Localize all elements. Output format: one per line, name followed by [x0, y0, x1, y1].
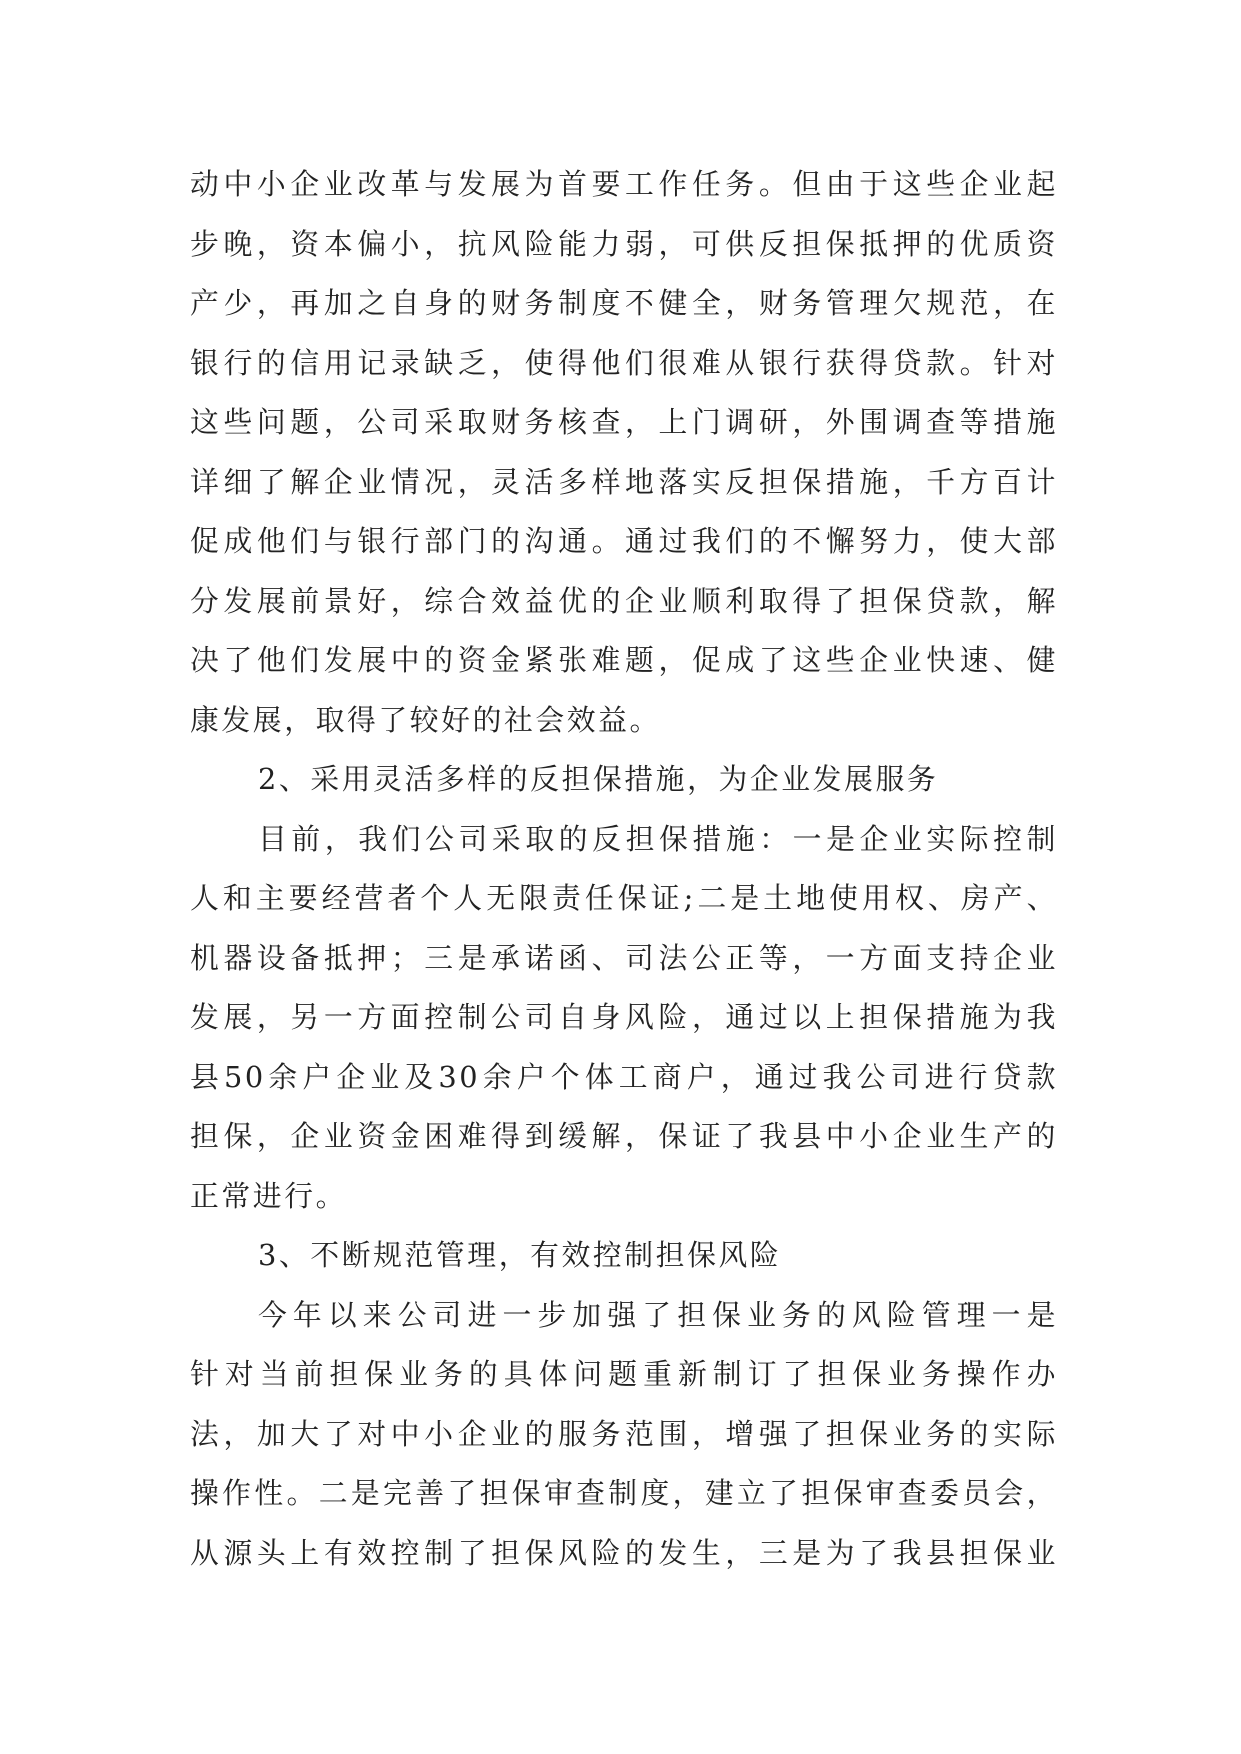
paragraph-line: 人和主要经营者个人无限责任保证;二是土地使用权、房产、 [190, 881, 1058, 915]
paragraph-line: 步晚，资本偏小，抗风险能力弱，可供反担保抵押的优质资 [190, 226, 1058, 261]
paragraph-line: 机器设备抵押；三是承诺函、司法公正等，一方面支持企业 [190, 940, 1058, 975]
paragraph-line: 目前，我们公司采取的反担保措施：一是企业实际控制 [258, 821, 1058, 856]
paragraph-line: 银行的信用记录缺乏，使得他们很难从银行获得贷款。针对 [190, 345, 1058, 380]
paragraph-line: 法，加大了对中小企业的服务范围，增强了担保业务的实际 [190, 1416, 1058, 1451]
paragraph-line: 决了他们发展中的资金紧张难题，促成了这些企业快速、健 [190, 643, 1058, 677]
paragraph-line: 担保，企业资金困难得到缓解，保证了我县中小企业生产的 [190, 1119, 1058, 1153]
paragraph-line: 产少，再加之自身的财务制度不健全，财务管理欠规范，在 [190, 286, 1058, 320]
section-heading: 3、不断规范管理，有效控制担保风险 [258, 1238, 782, 1272]
paragraph-line: 促成他们与银行部门的沟通。通过我们的不懈努力，使大部 [190, 524, 1058, 558]
section-heading: 2、采用灵活多样的反担保措施，为企业发展服务 [258, 762, 939, 796]
paragraph-line: 动中小企业改革与发展为首要工作任务。但由于这些企业起 [190, 167, 1058, 201]
paragraph-line: 县50余户企业及30余户个体工商户，通过我公司进行贷款 [190, 1059, 1058, 1094]
document-body [190, 155, 1058, 1583]
paragraph-line: 针对当前担保业务的具体问题重新制订了担保业务操作办 [190, 1357, 1058, 1391]
paragraph-line: 正常进行。 [190, 1178, 347, 1213]
paragraph-line: 这些问题，公司采取财务核查，上门调研，外围调查等措施 [190, 405, 1058, 439]
paragraph-line: 康发展，取得了较好的社会效益。 [190, 702, 661, 737]
paragraph-line: 详细了解企业情况，灵活多样地落实反担保措施，千方百计 [190, 464, 1058, 499]
paragraph-line: 操作性。二是完善了担保审查制度，建立了担保审查委员会， [190, 1476, 1058, 1510]
paragraph-line: 发展，另一方面控制公司自身风险，通过以上担保措施为我 [190, 1000, 1058, 1034]
paragraph-line: 从源头上有效控制了担保风险的发生，三是为了我县担保业 [190, 1535, 1058, 1570]
paragraph-line: 分发展前景好，综合效益优的企业顺利取得了担保贷款，解 [190, 583, 1058, 618]
paragraph-line: 今年以来公司进一步加强了担保业务的风险管理一是 [258, 1297, 1058, 1332]
